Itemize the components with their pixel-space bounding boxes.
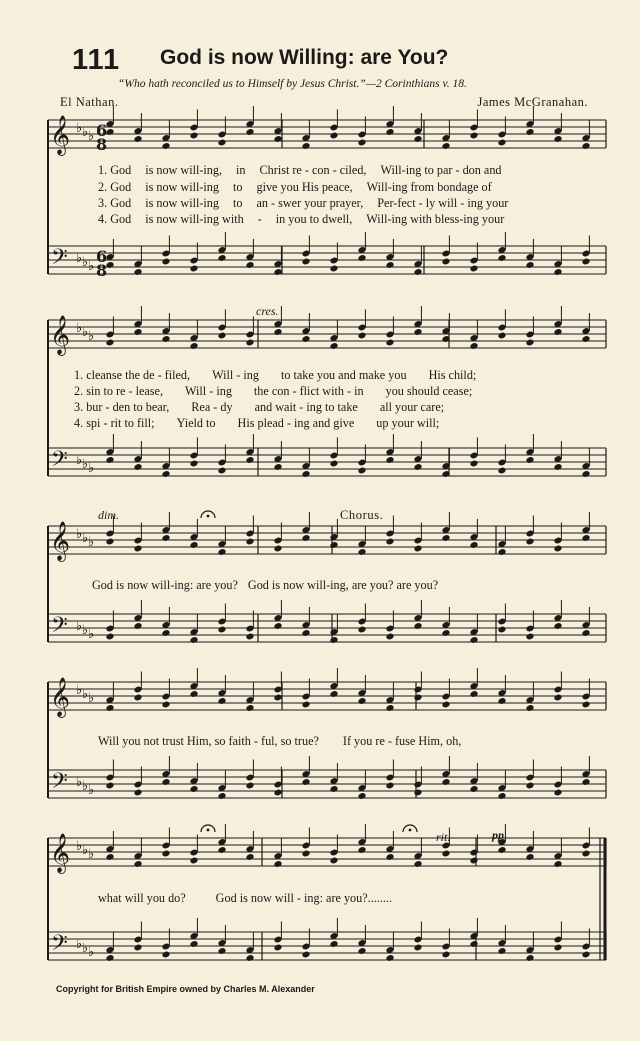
- svg-text:♭: ♭: [88, 627, 95, 642]
- svg-text:♭: ♭: [82, 941, 89, 956]
- svg-text:♭: ♭: [82, 457, 89, 472]
- svg-text:♭: ♭: [76, 453, 83, 468]
- hymn-number: 111: [72, 44, 121, 76]
- system-4-treble-clef-icon: 𝄞: [50, 677, 71, 717]
- chorus-line-2: Will you not trust Him, so faith - ful, so true? If you re - fuse Him, oh,: [98, 734, 462, 748]
- system-1-bass-clef-icon: 𝄢: [51, 245, 68, 275]
- system-5-bass-clef-icon: 𝄢: [51, 931, 68, 961]
- dynamic-pp: pp: [492, 828, 504, 842]
- svg-text:♭: ♭: [82, 843, 89, 858]
- svg-text:6: 6: [96, 247, 108, 266]
- verse-line-2: 2. God is now will-ing to give you His peace, Will-ing from bondage of: [98, 180, 492, 194]
- verse-line-3: 3. God is now will-ing to an - swer your prayer, Per-fect - ly will - ing your: [98, 196, 509, 210]
- verse-line-4: 4. God is now will-ing with - in you to dwell, Will-ing with bless-ing your: [98, 212, 505, 226]
- svg-text:♭: ♭: [88, 259, 95, 274]
- verse-line-1b: 1. cleanse the de - filed, Will - ing to take you and make you His child;: [74, 368, 477, 382]
- system-3-key-signature-icon: ♭: [76, 527, 83, 542]
- lyricist-credit: El Nathan.: [60, 95, 119, 109]
- svg-text:8: 8: [96, 261, 108, 280]
- system-4-bass-clef-icon: 𝄢: [51, 769, 68, 799]
- svg-text:♭: ♭: [88, 945, 95, 960]
- svg-text:♭: ♭: [88, 461, 95, 476]
- svg-text:♭: ♭: [88, 129, 95, 144]
- svg-text:♭: ♭: [82, 125, 89, 140]
- composer-credit: James McGranahan.: [477, 95, 588, 109]
- svg-text:8: 8: [96, 135, 108, 154]
- system-3-bass-clef-icon: 𝄢: [51, 613, 68, 643]
- svg-text:♭: ♭: [76, 251, 83, 266]
- scripture-reference: “Who hath reconciled us to Himself by Jesus Christ.”—2 Corinthians v. 18.: [118, 78, 467, 90]
- dynamic-cres: cres.: [256, 304, 279, 318]
- hymn-title: God is now Willing: are You?: [160, 46, 449, 69]
- chorus-line-1: God is now will-ing: are you? God is now will-ing, are you? are you?: [92, 578, 439, 592]
- system-5-key-signature-icon: ♭: [76, 839, 83, 854]
- system-3-treble-clef-icon: 𝄞: [50, 521, 71, 561]
- svg-text:♭: ♭: [88, 783, 95, 798]
- svg-text:♭: ♭: [82, 325, 89, 340]
- svg-text:♭: ♭: [88, 847, 95, 862]
- system-4-key-signature-icon: ♭: [76, 683, 83, 698]
- chorus-line-3: what will you do? God is now will - ing: are you?........: [98, 891, 393, 905]
- system-1-key-signature-icon: ♭: [76, 121, 83, 136]
- svg-text:♭: ♭: [88, 329, 95, 344]
- system-5-treble-clef-icon: 𝄞: [50, 833, 71, 873]
- copyright-notice: Copyright for British Empire owned by Charles M. Alexander: [56, 984, 315, 994]
- svg-text:♭: ♭: [76, 619, 83, 634]
- svg-text:♭: ♭: [82, 531, 89, 546]
- verse-line-1: 1. God is now will-ing, in Christ re - con - ciled, Will-ing to par - don and: [98, 163, 502, 177]
- system-2-bass-clef-icon: 𝄢: [51, 447, 68, 477]
- svg-text:♭: ♭: [76, 775, 83, 790]
- chorus-label: Chorus.: [340, 508, 384, 522]
- verse-line-3b: 3. bur - den to bear, Rea - dy and wait - ing to take all your care;: [74, 400, 445, 414]
- system-1-treble-clef-icon: 𝄞: [50, 115, 71, 155]
- verse-line-2b: 2. sin to re - lease, Will - ing the con - flict with - in you should cease;: [74, 384, 473, 398]
- svg-text:♭: ♭: [88, 535, 95, 550]
- svg-text:♭: ♭: [88, 691, 95, 706]
- system-2-key-signature-icon: ♭: [76, 321, 83, 336]
- dynamic-rit: rit.: [436, 830, 451, 844]
- svg-text:♭: ♭: [76, 937, 83, 952]
- svg-text:♭: ♭: [82, 255, 89, 270]
- svg-text:♭: ♭: [82, 779, 89, 794]
- time-signature-icon: 6: [96, 121, 108, 140]
- svg-text:♭: ♭: [82, 623, 89, 638]
- system-2-treble-clef-icon: 𝄞: [50, 315, 71, 355]
- dynamic-dim: dim.: [98, 508, 119, 522]
- verse-line-4b: 4. spi - rit to fill; Yield to His plead - ing and give up your will;: [74, 416, 440, 430]
- svg-text:♭: ♭: [82, 687, 89, 702]
